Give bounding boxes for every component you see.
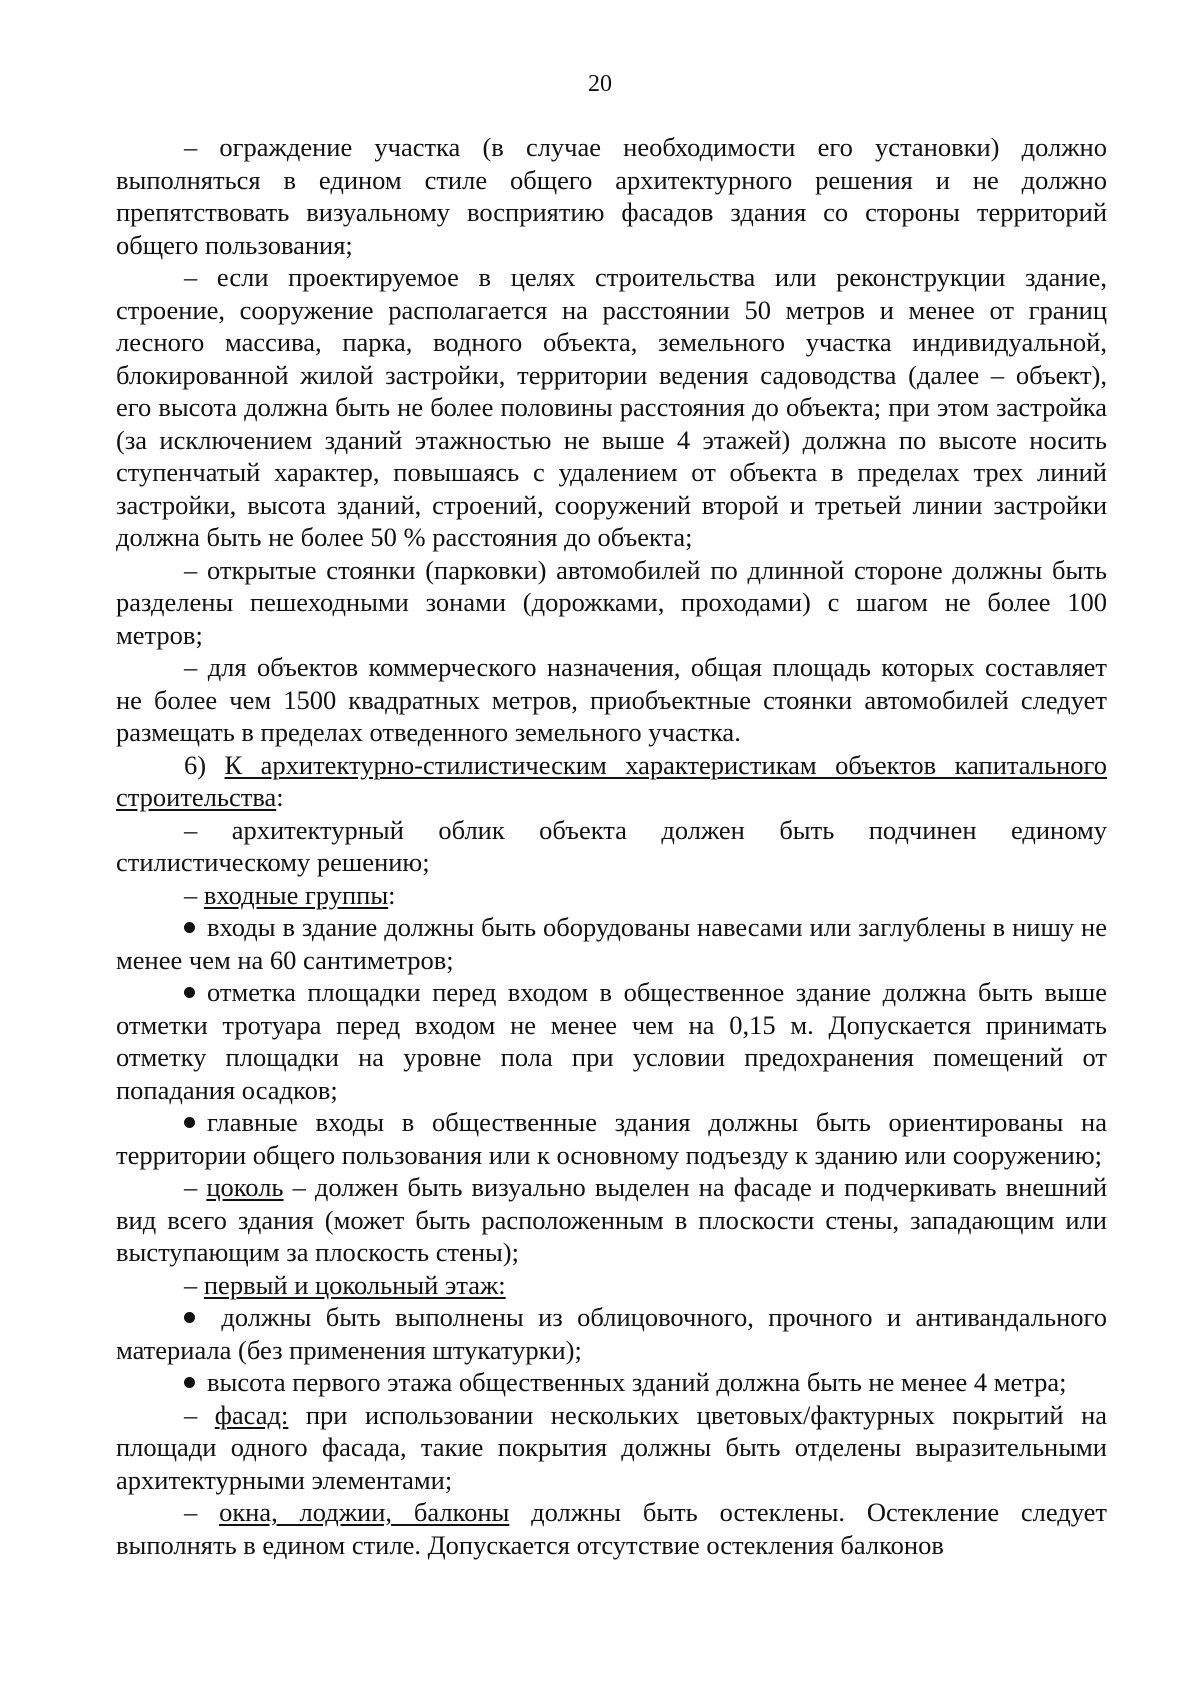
section-title: К архитектурно-стилистическим характеристикам объектов капитального строительства — [116, 749, 1107, 812]
subheading-label: фасад: — [214, 1399, 289, 1430]
bullet-item: отметка площадки перед входом в общественное здание должна быть выше отметки тротуара перед входом не менее чем на 0,15 м. Допускается принимать отметку площадки на уровне пола при условии предохранения помещений от попадания осадков; — [116, 977, 1107, 1105]
bullet-icon — [184, 1312, 195, 1323]
page-number: 20 — [588, 71, 612, 97]
subheading-label: входные группы — [203, 879, 389, 910]
subheading-entrance-groups: – входные группы: — [184, 879, 396, 910]
document-body — [116, 131, 1107, 1561]
subheading-label: цоколь — [206, 1172, 284, 1202]
paragraph-parking: – открытые стоянки (парковки) автомобилей по длинной стороне должны быть разделены пешеходными зонами (дорожками, проходами) с шагом не более 100 метров; — [116, 554, 1107, 650]
paragraph-fence: – ограждение участка (в случае необходимости его установки) должно выполняться в едином стиле общего архитектурного решения и не должно препятствовать визуальному восприятию фасадов здания со стороны территорий общего пользования; — [116, 132, 1107, 260]
paragraph-height-limit: – если проектируемое в целях строительства или реконструкции здание, строение, сооружение располагается на расстоянии 50 метров и менее от границ лесного массива, парка, водного объекта, земельного участка индивидуальной, блокированной жилой застройки, территории ведения садоводства (далее – объект), его высота должна быть не более половины расстояния до объекта; при этом застройка (за исключением зданий этажностью не выше 4 этажей) должна по высоте носить ступенчатый характер, повышаясь с удалением от объекта в пределах трех линий застройки, высота зданий, строений, сооружений второй и третьей линии застройки должна быть не более 50 % расстояния до объекта; — [116, 262, 1107, 552]
subheading-label: первый и цокольный этаж: — [203, 1269, 506, 1300]
bullet-icon — [184, 987, 195, 998]
section-number: 6) — [184, 749, 225, 780]
paragraph-plinth: – цоколь – должен быть визуально выделен на фасаде и подчеркивать внешний вид всего здания (может быть расположенным в плоскости стены, западающим или выступающим за плоскость стены); — [116, 1172, 1108, 1267]
bullet-icon — [184, 1377, 195, 1388]
subheading-label: окна, лоджии, балконы — [219, 1497, 510, 1527]
bullet-icon — [184, 922, 195, 933]
paragraph-architectural-look: – архитектурный облик объекта должен быть подчинен единому стилистическому решению; — [116, 814, 1107, 877]
bullet-item: входы в здание должны быть оборудованы навесами или заглублены в нишу не менее чем на 60 сантиметров; — [116, 912, 1107, 975]
bullet-item: высота первого этажа общественных зданий должна быть не менее 4 метра; — [116, 1366, 1107, 1399]
bullet-item: главные входы в общественные здания должны быть ориентированы на территории общего пользования или к основному подъезду к зданию или сооружению; — [116, 1107, 1107, 1170]
paragraph-windows: – окна, лоджии, балконы должны быть остеклены. Остекление следует выполнять в едином стиле. Допускается отсутствие остекления балконов — [116, 1497, 1108, 1560]
paragraph-commercial-parking: – для объектов коммерческого назначения, общая площадь которых составляет не более чем 1500 квадратных метров, приобъектные стоянки автомобилей следует размещать в пределах отведенного земельного участка. — [116, 652, 1107, 747]
section-heading-6: 6) К архитектурно-стилистическим характеристикам объектов капитального строительства: — [116, 749, 1107, 812]
paragraph-facade: – фасад: при использовании нескольких цветовых/фактурных покрытий на площади одного фасада, такие покрытия должны быть отделены выразительными архитектурными элементами; — [116, 1399, 1108, 1495]
bullet-item: должны быть выполнены из облицовочного, прочного и антивандального материала (без применения штукатурки); — [116, 1302, 1107, 1365]
bullet-icon — [184, 1117, 195, 1128]
subheading-first-floor: – первый и цокольный этаж: — [184, 1269, 506, 1300]
